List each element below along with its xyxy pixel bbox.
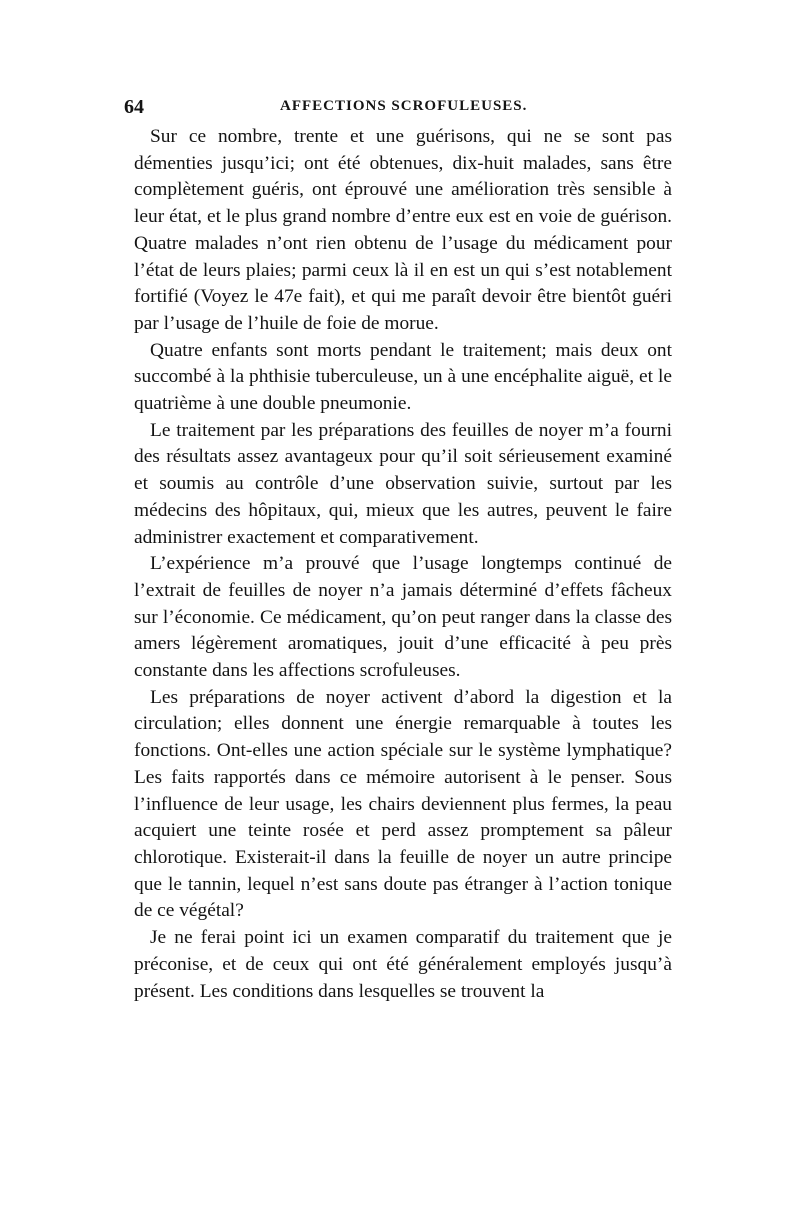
running-head (124, 96, 676, 120)
running-title: AFFECTIONS SCROFULEUSES. (280, 98, 528, 114)
body-text (134, 124, 672, 1005)
paragraph: Quatre enfants sont morts pendant le traitement; mais deux ont succombé à la phthisie tuberculeuse, un à une encéphalite aiguë, et le quatrième à une double pneumonie. (134, 339, 672, 415)
paragraph: Sur ce nombre, trente et une guérisons, qui ne se sont pas démenties jusqu’ici; ont été obtenues, dix-huit malades, sans être complètement guéris, ont éprouvé une amélioration très sensible à leur état, et le plus grand nombre d’entre eux est en voie de guérison. Quatre malades n’ont rien obtenu de l’usage du médicament pour l’état de leurs plaies; parmi ceux là il en est un qui s’est notablement fortifié (Voyez le 47e fait), et qui me paraît devoir être bientôt guéri par l’usage de l’huile de foie de morue. (134, 126, 672, 334)
page-number: 64 (124, 96, 144, 118)
paragraph: L’expérience m’a prouvé que l’usage longtemps continué de l’extrait de feuilles de noyer n’a jamais déterminé d’effets fâcheux sur l’économie. Ce médicament, qu’on peut ranger dans la classe des amers légèrement aromatiques, jouit d’une efficacité à peu près constante dans les affections scrofuleuses. (134, 553, 672, 682)
paragraph: Je ne ferai point ici un examen comparatif du traitement que je préconise, et de ceux qui ont été généralement employés jusqu’à présent. Les conditions dans lesquelles se trouvent la (134, 927, 672, 1002)
paragraph: Le traitement par les préparations des feuilles de noyer m’a fourni des résultats assez avantageux pour qu’il soit sérieusement examiné et soumis au contrôle d’une observation suivie, surtout par les médecins des hôpitaux, qui, mieux que les autres, peuvent le faire administrer exactement et comparativement. (134, 419, 672, 548)
paragraph: Les préparations de noyer activent d’abord la digestion et la circulation; elles donnent une énergie remarquable à toutes les fonctions. Ont-elles une action spéciale sur le système lymphatique? Les faits rapportés dans ce mémoire autorisent à le penser. Sous l’influence de leur usage, les chairs deviennent plus fermes, la peau acquiert une teinte rosée et perd assez promptement sa pâleur chlorotique. Existerait-il dans la feuille de noyer un autre principe que le tannin, lequel n’est sans doute pas étranger à l’action tonique de ce végétal? (134, 686, 672, 922)
